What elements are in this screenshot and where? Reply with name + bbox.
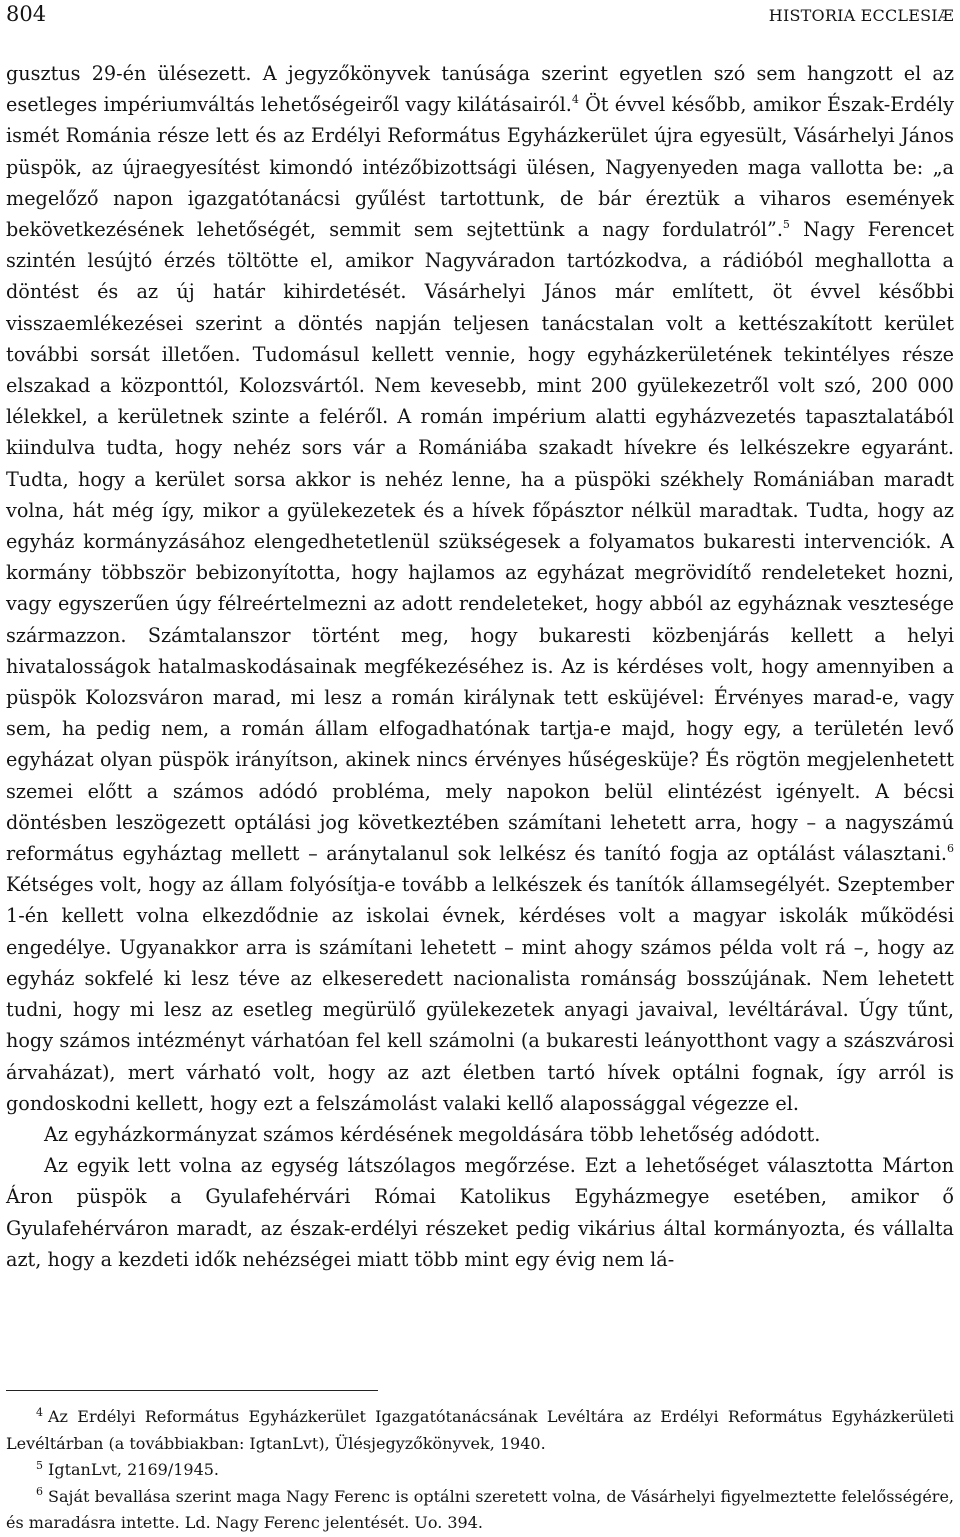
footnote-ref-4[interactable]: 4 [571,92,579,106]
paragraph-1-part-c: Nagy Ferencet szintén lesújtó érzés töltötte el, amikor Nagyváradon tartózkodva, a rádióból meghallotta a döntést és az új határ kihirdetését. Vásárhelyi János már említett, öt évvel későbbi visszaemlékezései szerint a döntés napján teljesen tanácstalan volt a kettészakított kerület további sorsát illetően. Tudomásul kellett vennie, hogy egyházkerületének tekintélyes része elszakad a központtól, Kolozsvártól. Nem kevesebb, mint 200 gyülekezetről volt szó, 200 000 lélekkel, a kerületnek szinte a feléről. A román impérium alatti egyházvezetés tapasztalatából kiindulva tudta, hogy nehéz sors vár a Romániába szakadt hívekre és lelkészekre egyaránt. Tudta, hogy a kerület sorsa akkor is nehéz lenne, ha a püspöki székhely Romániában maradt volna, hát még így, mikor a gyülekezetek és a hívek főpásztor nélkül maradtak. Tudta, hogy az egyház kormányzásához elengedhetetlenül szükségesek a folyamatos bukaresti intervenciók. A kormány többször bebizonyította, hogy hajlamos az egyházat megrövidítő rendeleteket hozni, vagy egyszerűen úgy félreértelmezni az adott rendeleteket, hogy abból az egyháznak vesztesége származzon. Számtalanszor történt meg, hogy bukaresti közbenjárás kellett a helyi hivatalosságok hatalmaskodásainak megfékezéséhez is. Az is kérdéses volt, hogy amennyiben a püspök Kolozsváron marad, mi lesz a román királynak tett esküjével: Érvényes marad-e, vagy sem, ha pedig nem, a román állam elfogadhatónak tartja-e majd, hogy egy, a területén levő egyházat olyan püspök irányítson, akinek nincs érvényes hűségesküje? És rögtön megjelenhetett szemei előtt a számos adódó probléma, mely napokon belül elintézést igényelt. A bécsi döntésben leszögezett optálási jog következtében számítani lehetett arra, hogy – a nagyszámú református egyháztag mellett – aránytalanul sok lelkész és tanító fogja az optálást választani. [6,218,954,866]
footnote-text: Saját bevallása szerint maga Nagy Ferenc is optálni szeretett volna, de Vásárhelyi figyelmeztette felelősségére, és maradásra intette. Ld. Nagy Ferenc jelentését. Uo. 394. [6,1486,954,1532]
footnote-text: IgtanLvt, 2169/1945. [48,1460,220,1479]
footnote-ref-6[interactable]: 6 [947,841,954,855]
paragraph-1-part-b: Öt évvel később, amikor Észak-Erdély ismét Románia része lett és az Erdélyi Református Egyházkerület újra egyesült, Vásárhelyi János püspök, az újraegyesítést kimondó intézőbizottsági ülésen, Nagyenyeden maga vallotta be: „a megelőző napon igazgatótanácsi gyűlést tartottunk, de bár éreztük a viharos események bekövetkezésének lehetőségét, semmit sem sejtettünk a nagy fordulatról”. [6,93,954,242]
paragraph-1-part-d: Kétséges volt, hogy az állam folyósítja-e tovább a lelkészek és tanítók államsegélyét. Szeptember 1-én kellett volna elkezdődnie az iskolai évnek, kérdéses volt a magyar iskolák működési engedélye. Ugyanakkor arra is számítani lehetett – mint ahogy számos példa volt rá –, hogy az egyház sokfelé ki lesz téve az elkeseredett nacionalista románság bosszújának. Nem lehetett tudni, hogy mi lesz az esetleg megürülő gyülekezetek anyagi javaival, levéltárával. Úgy tűnt, hogy számos intézményt várhatóan fel kell számolni (a bukaresti leányotthont vagy a szászvárosi árvaházat), mert várható volt, hogy az azt életben tartó hívek optálni fognak, így arról is gondoskodni kellett, hogy ezt a felszámolást valaki kellő alapossággal végezze el. [6,873,954,1115]
page-header [6,2,954,30]
footnote-6 [6,1484,954,1537]
footnotes [6,1404,954,1537]
footnote-5 [6,1457,954,1484]
document-page [6,0,954,1537]
footnote-divider [6,1390,378,1391]
footnote-mark: 4 [36,1405,43,1419]
footnote-text: Az Erdélyi Református Egyházkerület Igazgatótanácsának Levéltára az Erdélyi Református Egyházkerületi Levéltárban (a továbbiakban: IgtanLvt), Ülésjegyzőkönyvek, 1940. [6,1407,954,1453]
footnote-mark: 6 [36,1485,43,1499]
paragraph-3: Az egyik lett volna az egység látszólagos megőrzése. Ezt a lehetőséget választotta Márton Áron püspök a Gyulafehérvári Római Katolikus Egyházmegye esetében, amikor ő Gyulafehérváron maradt, az észak-erdélyi részeket pedig vikárius által kormányozta, és vállalta azt, hogy a kezdeti idők nehézségei miatt több mint egy évig nem lá- [6,1154,954,1271]
paragraph-2: Az egyházkormányzat számos kérdésének megoldására több lehetőség adódott. [44,1122,821,1146]
paragraph-1 [6,58,954,1119]
footnote-4 [6,1404,954,1457]
main-text [6,58,954,1275]
paragraph-1-part-a: gusztus 29-én ülésezett. A jegyzőkönyvek tanúsága szerint egyetlen szó sem hangzott el az esetleges impériumváltás lehetőségeiről vagy kilátásairól. [6,62,954,117]
running-title: HISTORIA ECCLESIÆ [768,6,954,25]
page-number: 804 [6,2,47,26]
footnote-mark: 5 [36,1458,43,1472]
footnote-ref-5[interactable]: 5 [782,217,790,231]
